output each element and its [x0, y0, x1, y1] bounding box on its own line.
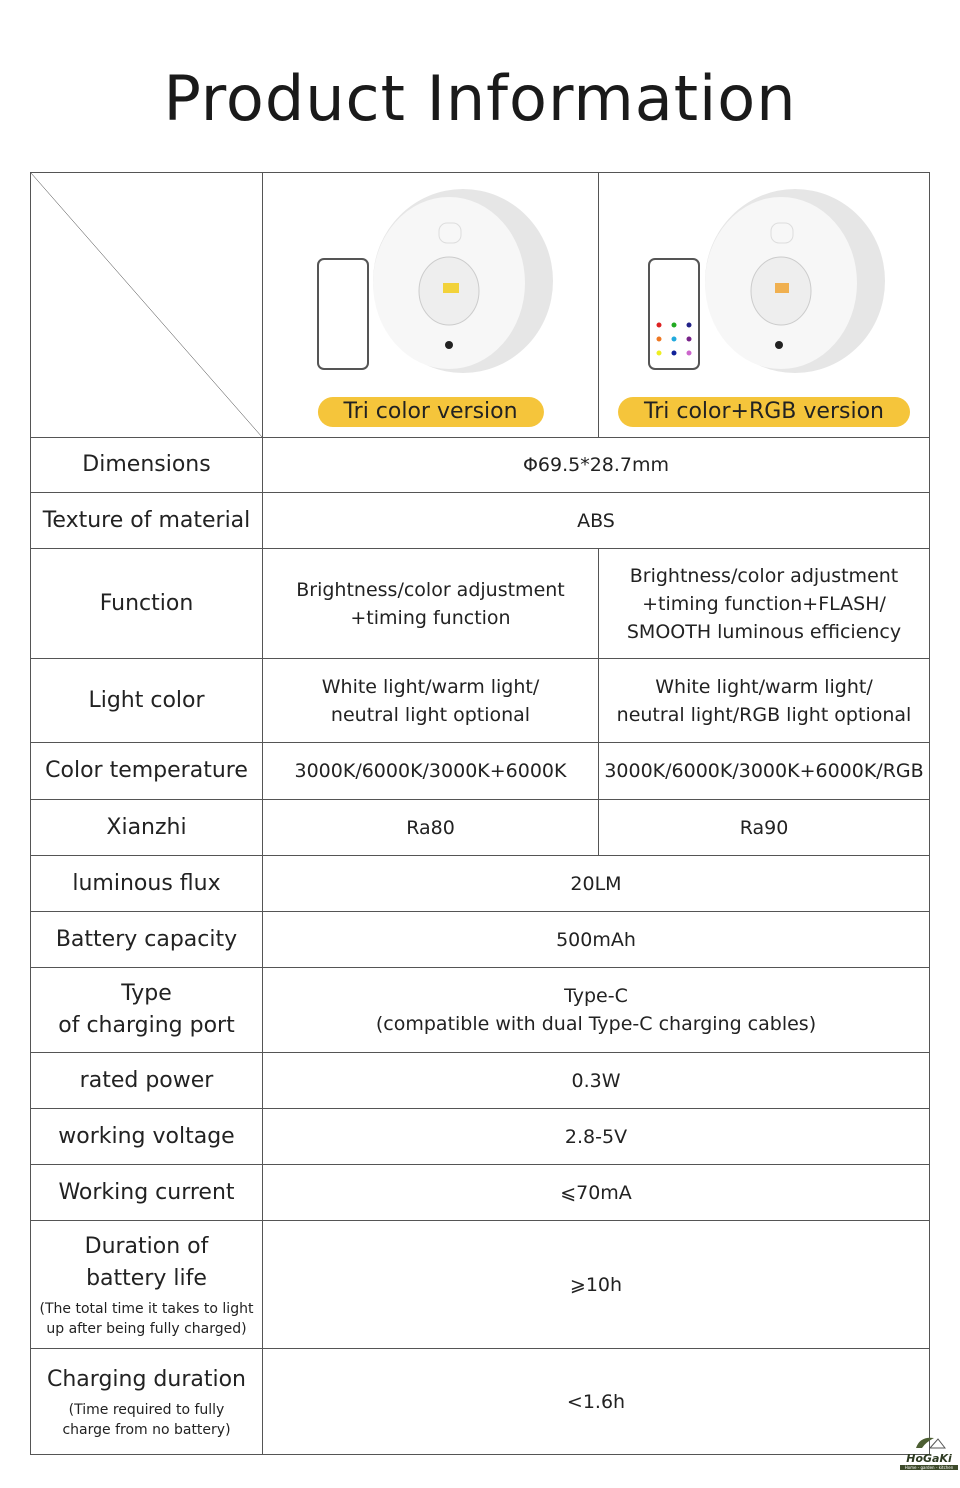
page-title: Product Information [163, 62, 797, 135]
product-rgb [599, 173, 930, 438]
table-row [31, 1165, 930, 1221]
header-row [31, 173, 930, 438]
row-value: 20LM [263, 856, 930, 912]
table-row [31, 968, 930, 1053]
row-value: <1.6h [263, 1349, 930, 1455]
row-value: ⩽70mA [263, 1165, 930, 1221]
row-value-tri: Ra80 [263, 800, 599, 856]
row-label: working voltage [31, 1109, 263, 1165]
row-label: Battery capacity [31, 912, 263, 968]
table-row [31, 1053, 930, 1109]
row-label: Dimensions [31, 438, 263, 493]
version-label-rgb: Tri color+RGB version [618, 397, 910, 427]
row-value: Type-C (compatible with dual Type-C charging cables) [263, 968, 930, 1053]
row-value-rgb: 3000K/6000K/3000K+6000K/RGB [599, 743, 930, 800]
product-image [599, 173, 930, 393]
table-row [31, 743, 930, 800]
row-value: 0.3W [263, 1053, 930, 1109]
row-label: rated power [31, 1053, 263, 1109]
row-label: Xianzhi [31, 800, 263, 856]
table-row [31, 800, 930, 856]
product-image [263, 173, 599, 393]
row-label: Duration of battery life (The total time it takes to light up after being fully charged) [31, 1221, 263, 1349]
row-value: Φ69.5*28.7mm [263, 438, 930, 493]
table-row [31, 438, 930, 493]
brand-logo: HoGaKi Home - garden - kitchen [900, 1434, 958, 1470]
row-label: luminous flux [31, 856, 263, 912]
row-value-rgb: Ra90 [599, 800, 930, 856]
row-value-tri: 3000K/6000K/3000K+6000K [263, 743, 599, 800]
row-value: ABS [263, 493, 930, 549]
row-label: Working current [31, 1165, 263, 1221]
row-value: 500mAh [263, 912, 930, 968]
row-value: ⩾10h [263, 1221, 930, 1349]
row-label: Color temperature [31, 743, 263, 800]
row-value-rgb: Brightness/color adjustment +timing function+FLASH/ SMOOTH luminous efficiency [599, 549, 930, 659]
row-label: Type of charging port [31, 968, 263, 1053]
table-row [31, 856, 930, 912]
row-note: (Time required to fully charge from no battery) [62, 1401, 231, 1438]
table-row [31, 549, 930, 659]
row-label: Function [31, 549, 263, 659]
row-note: (The total time it takes to light up after being fully charged) [39, 1300, 254, 1337]
table-row [31, 1349, 930, 1455]
row-label: Charging duration (Time required to fully charge from no battery) [31, 1349, 263, 1455]
table-row [31, 1221, 930, 1349]
row-value: 2.8-5V [263, 1109, 930, 1165]
table-row [31, 659, 930, 743]
version-label-tri: Tri color version [317, 397, 543, 427]
product-tri-color [263, 173, 599, 438]
spec-table [30, 172, 930, 1455]
row-label: Light color [31, 659, 263, 743]
row-value-tri: Brightness/color adjustment +timing function [263, 549, 599, 659]
table-row [31, 1109, 930, 1165]
table-row [31, 912, 930, 968]
table-row [31, 493, 930, 549]
corner-cell [31, 173, 263, 438]
row-label: Texture of material [31, 493, 263, 549]
row-value-tri: White light/warm light/ neutral light optional [263, 659, 599, 743]
row-value-rgb: White light/warm light/ neutral light/RGB light optional [599, 659, 930, 743]
